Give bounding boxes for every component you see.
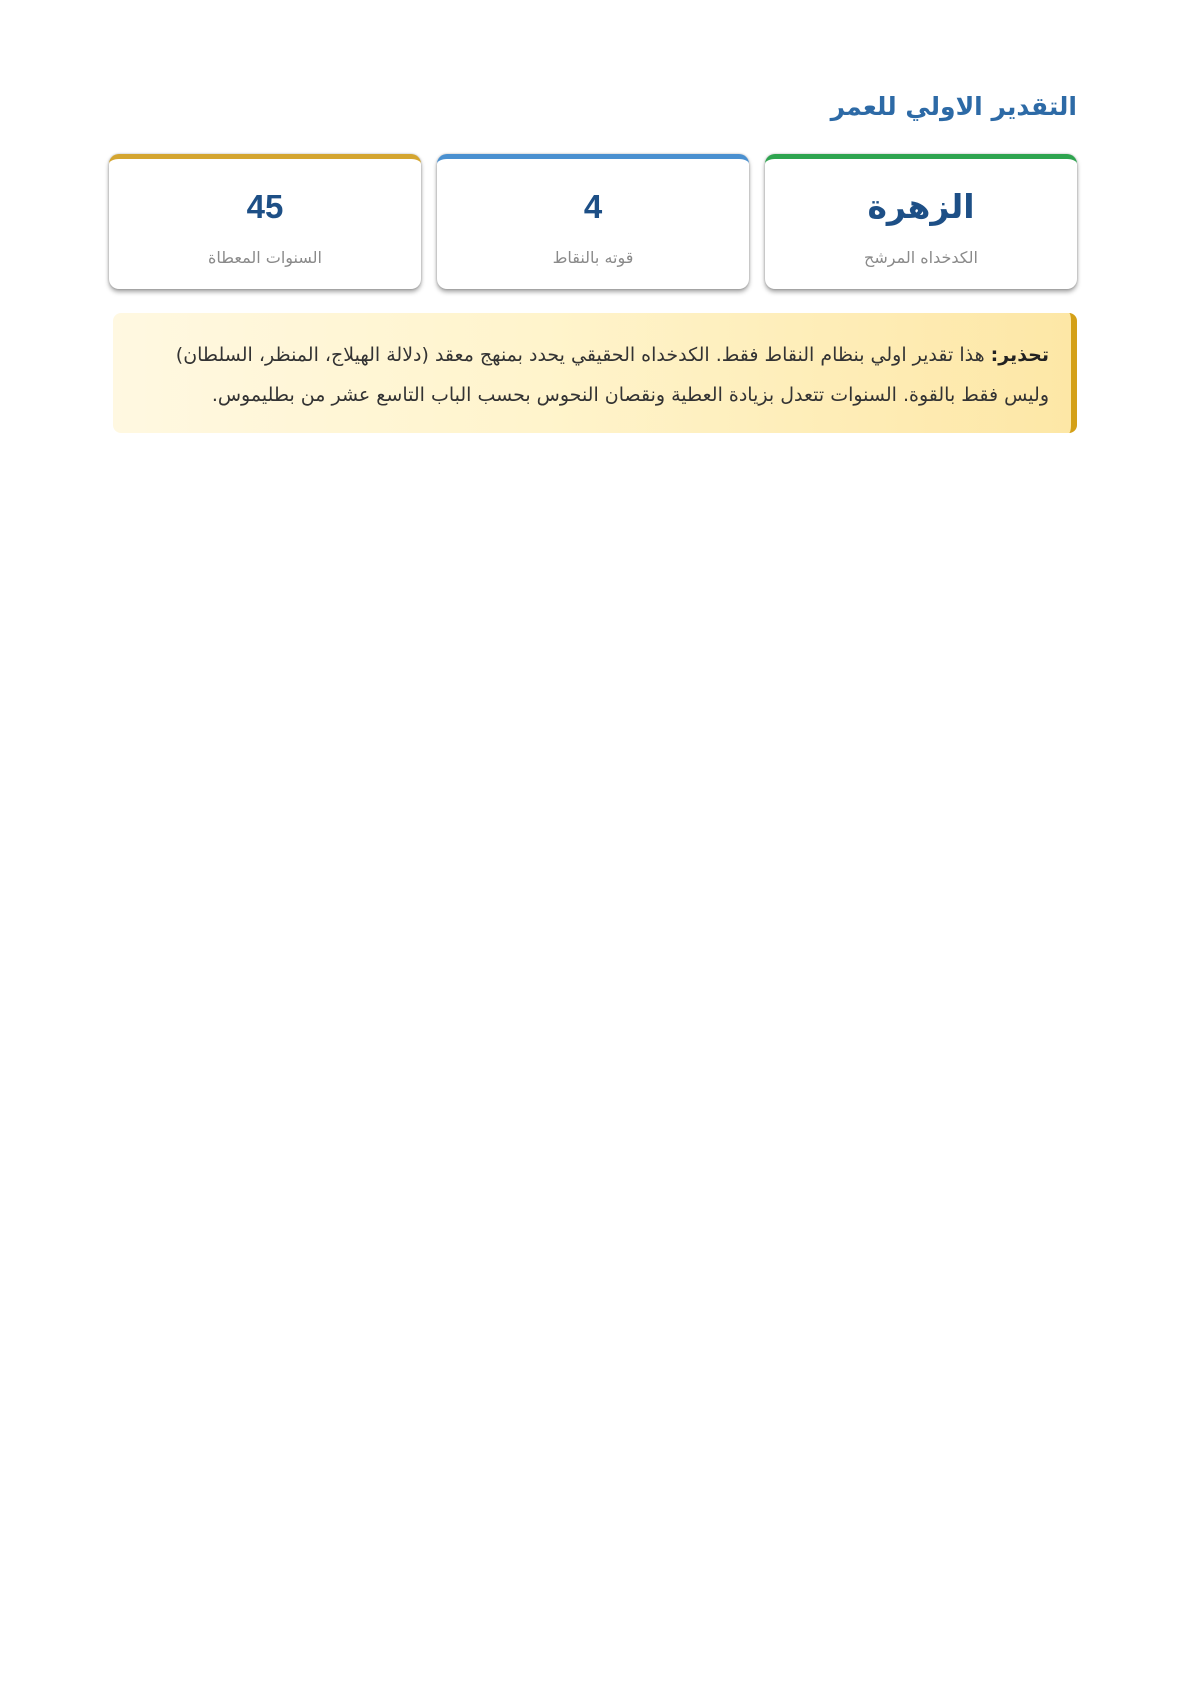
warning-text: هذا تقدير اولي بنظام النقاط فقط. الكدخداه الحقيقي يحدد بمنهج معقد (دلالة الهيلاج، المنظر، السلطان) وليس فقط بالقوة. السنوات تتعدل بزيادة العطية ونقصان النحوس بحسب الباب التاسع عشر من بطليموس.: [175, 344, 1049, 406]
stat-cards: [113, 154, 1077, 291]
stat-card-years: [109, 154, 421, 289]
strength-label: قوته بالنقاط: [552, 248, 634, 267]
stat-card-almuten: [765, 154, 1077, 289]
years-value: 45: [246, 188, 284, 225]
stat-card-strength: [437, 154, 749, 289]
warning-label: تحذير:: [990, 344, 1049, 366]
almuten-label: الكدخداه المرشح: [864, 248, 978, 267]
warning-box: [113, 313, 1077, 433]
section-title: التقدير الاولي للعمر: [830, 92, 1077, 121]
strength-value: 4: [583, 188, 603, 225]
years-label: السنوات المعطاة: [208, 248, 322, 267]
almuten-value: الزهرة: [867, 188, 975, 225]
age-estimate-section: [113, 86, 1077, 433]
